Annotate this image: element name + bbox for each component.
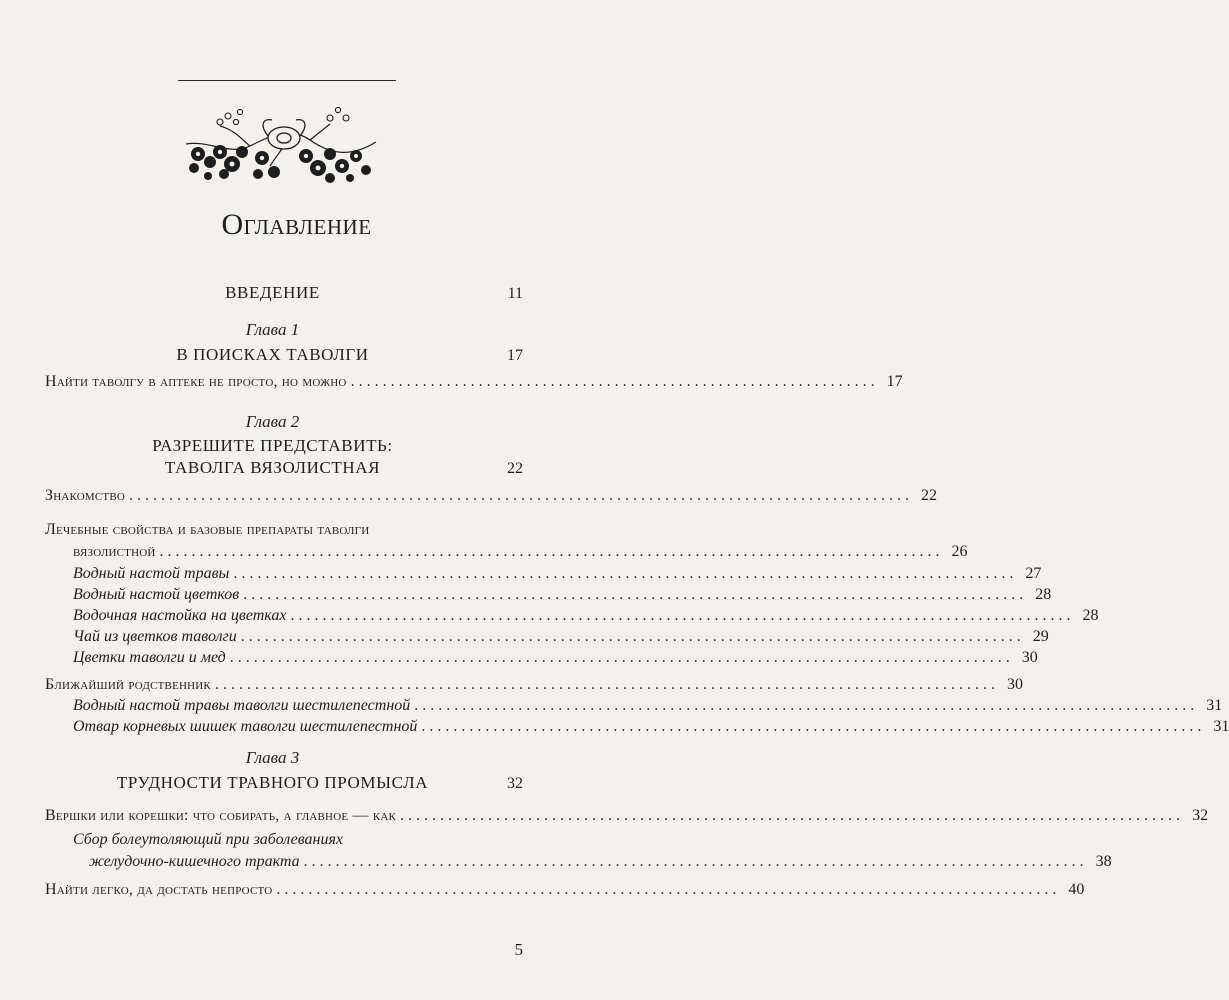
toc-entry-page: 17 <box>886 373 903 390</box>
chapter-2-title-line-1: РАЗРЕШИТЕ ПРЕДСТАВИТЬ: <box>152 436 393 455</box>
chapter-2-label: Глава 2 <box>245 412 300 431</box>
toc-entry-page: 32 <box>1192 807 1209 824</box>
toc-entry-text: Ближайший родственник <box>45 676 211 693</box>
toc-heading: Оглавление <box>221 208 372 241</box>
leader-dots: .................................................................................................. <box>229 649 1014 666</box>
toc-entry <box>73 628 1049 650</box>
toc-entry-text: Найти легко, да достать непросто <box>45 881 273 898</box>
toc-entry-text: желудочно-кишечного тракта <box>89 853 300 870</box>
toc-entry-text: Лечебные свойства и базовые препараты таволги <box>45 521 370 538</box>
toc-entry-page: 27 <box>1025 565 1042 582</box>
toc-entry <box>45 676 1023 698</box>
toc-entry-text: Знакомство <box>45 487 126 504</box>
toc-entry-page: 40 <box>1068 881 1085 898</box>
toc-entry-text: Водочная настойка на цветках <box>73 607 287 624</box>
leader-dots: .................................................................. <box>350 373 879 390</box>
chapter-2-page: 22 <box>507 460 523 477</box>
toc-entry-text: вязолистной <box>73 543 156 560</box>
toc-entry-page: 30 <box>1021 649 1038 666</box>
leader-dots: .................................................................................................. <box>129 487 914 504</box>
chapter-1-label: Глава 1 <box>245 320 300 339</box>
leader-dots: .................................................................................................. <box>414 697 1199 714</box>
toc-entry-text: Отвар корневых шишек таволги шестилепестной <box>73 718 418 735</box>
toc-entry <box>73 543 968 565</box>
toc-entry <box>45 487 938 509</box>
toc-entry-page: 30 <box>1006 676 1023 693</box>
leader-dots: .................................................................................................. <box>276 881 1061 898</box>
toc-entry-page: 31 <box>1206 697 1223 714</box>
toc-entry <box>45 807 1209 829</box>
toc-entry-text: Найти таволгу в аптеке не просто, но можно <box>45 373 347 390</box>
leader-dots: .................................................................................................. <box>159 543 944 560</box>
leader-dots: .................................................................................................. <box>214 676 999 693</box>
toc-entry-text: Чай из цветков таволги <box>73 628 237 645</box>
toc-entry-text: Водный настой травы таволги шестилепестной <box>73 697 411 714</box>
toc-entry-text: Цветки таволги и мед <box>73 649 226 666</box>
chapter-2-title-line-2: ТАВОЛГА ВЯЗОЛИСТНАЯ <box>164 458 381 477</box>
toc-entry-text: Вершки или корешки: что собирать, а главное — как <box>45 807 397 824</box>
leader-dots: .................................................................................................. <box>233 565 1018 582</box>
toc-entry <box>73 649 1038 671</box>
leader-dots: .................................................................................................. <box>303 853 1088 870</box>
toc-entry-text: Сбор болеутоляющий при заболеваниях <box>73 831 344 848</box>
toc-entry <box>73 607 1099 629</box>
leader-dots: .................................................................................................. <box>240 628 1025 645</box>
leader-dots: .................................................................................................. <box>290 607 1075 624</box>
toc-entry <box>73 718 1229 740</box>
toc-entry-page: 29 <box>1032 628 1049 645</box>
toc-entry <box>45 521 523 543</box>
toc-entry <box>89 853 1112 875</box>
toc-entry <box>73 697 1223 719</box>
toc-entry <box>73 831 523 853</box>
leader-dots: .................................................................................................. <box>243 586 1028 603</box>
intro-page: 11 <box>507 285 523 302</box>
leader-dots: .................................................................................................. <box>421 718 1206 735</box>
toc-entry-page: 28 <box>1035 586 1052 603</box>
toc-entry-page: 26 <box>951 543 968 560</box>
top-rule <box>178 80 396 81</box>
toc-entry <box>45 373 903 395</box>
toc-entry-page: 22 <box>921 487 938 504</box>
toc-entry-page: 28 <box>1082 607 1099 624</box>
toc-entry <box>73 586 1052 608</box>
floral-ornament-icon <box>180 96 380 190</box>
chapter-1-title: В ПОИСКАХ ТАВОЛГИ <box>176 345 369 364</box>
toc-entry-text: Водный настой травы <box>73 565 230 582</box>
chapter-3-title: ТРУДНОСТИ ТРАВНОГО ПРОМЫСЛА <box>116 773 429 792</box>
chapter-3-label: Глава 3 <box>245 748 300 767</box>
leader-dots: .................................................................................................. <box>400 807 1185 824</box>
intro-title: ВВЕДЕНИЕ <box>225 283 320 302</box>
toc-entry-page: 31 <box>1213 718 1229 735</box>
page-number: 5 <box>514 940 523 959</box>
toc-entry-page: 38 <box>1095 853 1112 870</box>
toc-entry-text: Водный настой цветков <box>73 586 240 603</box>
toc-entry <box>45 881 1085 903</box>
toc-entry <box>73 565 1042 587</box>
chapter-3-page: 32 <box>507 775 523 792</box>
chapter-1-page: 17 <box>507 347 523 364</box>
